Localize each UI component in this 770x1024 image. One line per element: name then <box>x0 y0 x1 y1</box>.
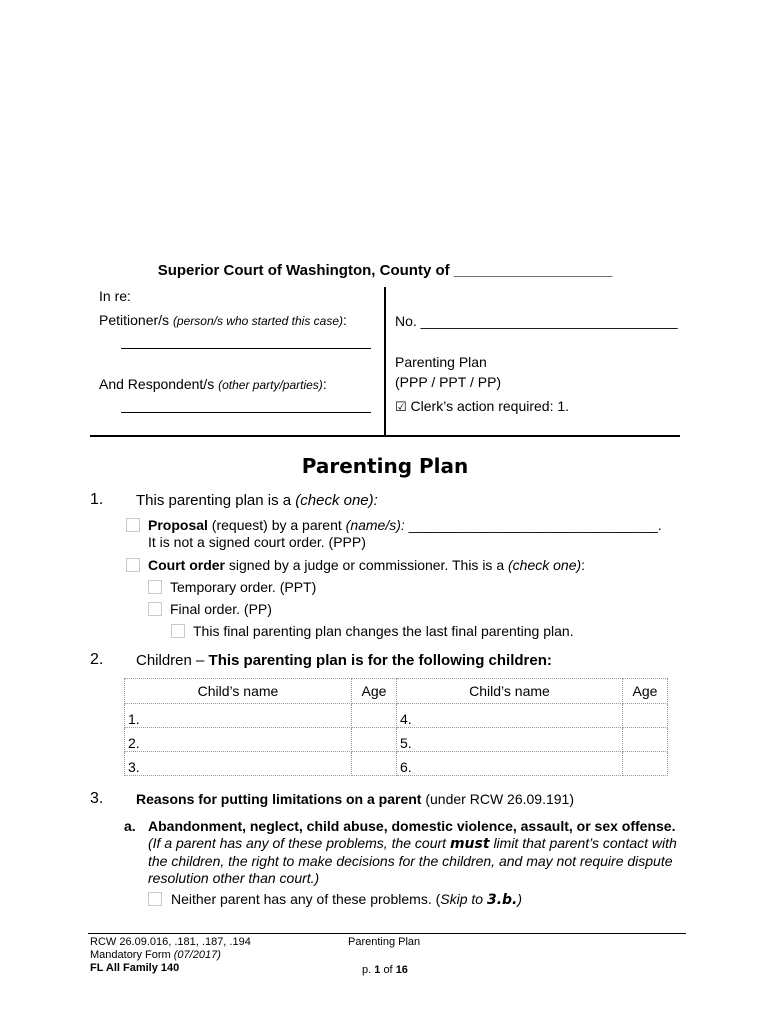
caption-doc-types: (PPP / PPT / PP) <box>395 374 502 390</box>
section-1-check-one: (check one): <box>295 492 378 509</box>
column-header: Child’s name <box>125 679 352 704</box>
final-order-label: Final order. (PP) <box>170 601 272 617</box>
footer-doc-name: Parenting Plan <box>348 936 421 948</box>
section-1-heading <box>136 492 378 509</box>
column-header: Age <box>623 679 668 704</box>
respondent-name-line[interactable] <box>121 412 371 413</box>
footer-mandatory-date: (07/2017) <box>173 949 221 961</box>
petitioner-label-text: Petitioner/s <box>99 312 170 328</box>
temporary-order-checkbox[interactable] <box>148 580 162 594</box>
case-number[interactable]: No. _________________________________ <box>395 313 678 329</box>
child-name-cell[interactable]: 5. <box>397 728 623 752</box>
footer-mandatory <box>90 949 221 962</box>
column-header: Age <box>352 679 397 704</box>
clerk-action-text: Clerk’s action required: 1. <box>410 398 570 414</box>
child-name-cell[interactable]: 4. <box>397 704 623 728</box>
petitioner-colon: : <box>343 312 347 328</box>
court-order-text: signed by a judge or commissioner. This is a <box>228 557 505 573</box>
neither-parent-checkbox[interactable] <box>148 892 162 906</box>
court-order-checkbox[interactable] <box>126 558 140 572</box>
caption-bottom-rule <box>90 435 680 437</box>
final-changes-checkbox[interactable] <box>171 624 185 638</box>
page-of: of <box>383 964 393 976</box>
section-3-rest: (under RCW 26.09.191) <box>425 791 574 807</box>
court-title: Superior Court of Washington, County of ___________________ <box>157 262 613 279</box>
child-age-cell[interactable] <box>352 752 397 776</box>
respondent-colon: : <box>322 376 327 392</box>
page-total: 16 <box>395 964 408 976</box>
page-current: 1 <box>374 964 381 976</box>
proposal-names-label: (name/s): <box>345 517 405 533</box>
child-age-cell[interactable] <box>623 728 668 752</box>
section-2-heading <box>136 652 552 669</box>
temporary-order-label: Temporary order. (PPT) <box>170 579 317 595</box>
court-order-colon: : <box>581 557 586 573</box>
respondent-label <box>99 376 327 394</box>
court-order-option <box>148 557 585 574</box>
section-3a-label: a. <box>124 818 136 834</box>
neither-parent-option <box>171 891 522 909</box>
section-3-bold: Reasons for putting limitations on a parent <box>136 791 422 807</box>
page-prefix: p. <box>362 964 372 976</box>
footer-form-id: FL All Family 140 <box>90 962 180 974</box>
children-table <box>124 678 668 776</box>
child-name-cell[interactable]: 2. <box>125 728 352 752</box>
court-order-bold: Court order <box>148 557 225 573</box>
table-row <box>125 728 668 752</box>
child-name-cell[interactable]: 6. <box>397 752 623 776</box>
section-1-text: This parenting plan is a <box>136 492 292 509</box>
child-age-cell[interactable] <box>352 704 397 728</box>
section-3-number: 3. <box>90 790 104 807</box>
section-3a-bold: Abandonment, neglect, child abuse, domestic violence, assault, or sex offense. <box>148 818 676 834</box>
footer-page-number <box>362 964 408 977</box>
final-changes-label: This final parenting plan changes the last final parenting plan. <box>193 623 574 639</box>
caption-divider <box>384 287 386 437</box>
table-row <box>125 704 668 728</box>
child-name-cell[interactable]: 3. <box>125 752 352 776</box>
skip-close: ) <box>517 891 523 907</box>
final-order-checkbox[interactable] <box>148 602 162 616</box>
proposal-text: (request) by a parent <box>211 517 342 533</box>
caption-doc-name: Parenting Plan <box>395 354 487 370</box>
child-age-cell[interactable] <box>352 728 397 752</box>
section-3a-italic-2: limit that parent’s contact with the children, the right to make decisions for the children, and may not require dispute resolution other than court.) <box>148 835 677 886</box>
in-re-label: In re: <box>99 288 131 304</box>
skip-to-label: Skip to <box>440 891 484 907</box>
section-2-number: 2. <box>90 651 104 668</box>
skip-to-ref: 3.b. <box>486 892 518 908</box>
proposal-names-blank[interactable]: ________________________________. <box>408 517 662 533</box>
section-2-lead: Children – <box>136 652 205 669</box>
neither-parent-text: Neither parent has any of these problems. ( <box>171 891 441 907</box>
table-row <box>125 752 668 776</box>
clerk-action <box>395 398 569 416</box>
checked-box-icon: ☑ <box>395 400 407 415</box>
proposal-option <box>148 517 662 534</box>
child-age-cell[interactable] <box>623 752 668 776</box>
respondent-label-text: And Respondent/s <box>99 376 215 392</box>
children-table-wrap <box>124 678 668 776</box>
section-3a-body <box>148 818 678 887</box>
petitioner-name-line[interactable] <box>121 348 371 349</box>
section-3-heading <box>136 791 574 807</box>
child-name-cell[interactable]: 1. <box>125 704 352 728</box>
petitioner-note: (person/s who started this case) <box>172 314 344 328</box>
footer-mandatory-text: Mandatory Form <box>90 949 171 961</box>
petitioner-label <box>99 312 347 330</box>
column-header: Child’s name <box>397 679 623 704</box>
section-3a-italic-1: (If a parent has any of these problems, the court <box>148 835 447 851</box>
proposal-note: It is not a signed court order. (PPP) <box>148 534 366 550</box>
section-3a-must: must <box>449 836 490 852</box>
page-title: Parenting Plan <box>301 454 469 478</box>
section-1-number: 1. <box>90 491 104 508</box>
court-order-check-one: (check one) <box>508 557 582 573</box>
footer-rcw: RCW 26.09.016, .181, .187, .194 <box>90 936 251 948</box>
children-table-header <box>125 679 668 704</box>
proposal-bold: Proposal <box>148 517 208 533</box>
proposal-checkbox[interactable] <box>126 518 140 532</box>
section-2-bold: This parenting plan is for the following children: <box>208 652 552 669</box>
footer-rule <box>88 933 686 934</box>
child-age-cell[interactable] <box>623 704 668 728</box>
respondent-note: (other party/parties) <box>218 378 323 392</box>
